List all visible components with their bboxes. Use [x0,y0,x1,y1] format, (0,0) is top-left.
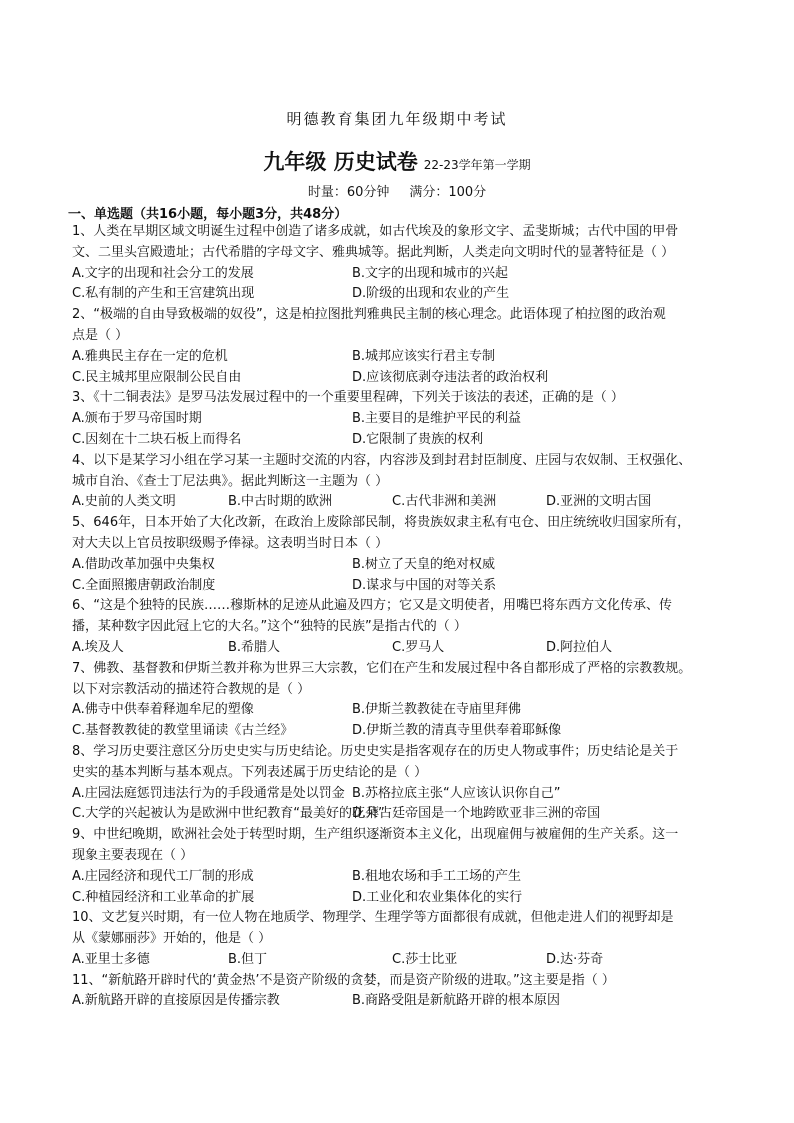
question-text-line: 对大夫以上官员按职级赐予俸禄。这表明当时日本（ ） [72,535,389,551]
exam-title: 九年级 历史试卷 [263,149,418,174]
question-text-line: 10、文艺复兴时期，有一位人物在地质学、物理学、生理学等方面都很有成就，但他走进人们的视野却是 [72,910,674,926]
school-title: 明德教育集团九年级期中考试 [286,110,508,128]
question-text-line: 3、《十二铜表法》是罗马法发展过程中的一个重要里程碑，下列关于该法的表述，正确的是（ ） [72,390,624,406]
question-text-line: 9、中世纪晚期，欧洲社会处于转型时期，生产组织逐渐资本主义化，出现雇佣与被雇佣的生产关系。这一 [72,827,679,843]
question-text-line: 1、人类在早期区域文明诞生过程中创造了诸多成就，如古代埃及的象形文字、孟斐斯城；古代中国的甲骨 [72,224,679,239]
answer-option: D.亚洲的文明古国 [546,494,652,510]
option-row [72,784,728,805]
answer-option: D.阿拉伯人 [546,639,613,655]
option-row [72,804,728,825]
answer-option: D.伊斯兰教的清真寺里供奉着耶稣像 [352,723,562,739]
exam-score: 满分：100分 [409,185,487,200]
section-heading: 一、单选题（共16小题，每小题3分，共48分） [68,207,348,222]
option-row [72,368,728,389]
answer-option: A.文字的出现和社会分工的发展 [72,265,254,281]
exam-time: 时量：60分钟 [307,185,390,200]
answer-option: B.树立了天皇的绝对权威 [352,556,496,572]
answer-option: B.商路受阻是新航路开辟的根本原因 [352,993,561,1009]
answer-option: A.佛寺中供奉着释迦牟尼的塑像 [72,702,254,718]
answer-option: B.苏格拉底主张“人应该认识你自己” [352,785,561,801]
answer-option: C.种植园经济和工业革命的扩展 [72,889,255,905]
answer-option: C.民主城邦里应限制公民自由 [72,369,242,385]
question-text-line: 文、二里头宫殿遗址；古代希腊的字母文字、雅典城等。据此判断，人类走向文明时代的显著特征是（ ） [72,244,675,260]
question-text-line: 2、“极端的自由导致极端的奴役”，这是柏拉图批判雅典民主制的核心理念。此语体现了柏拉图的政治观 [72,307,666,323]
question-8 [72,742,728,825]
question-text-line: 6、“这是个独特的民族……穆斯林的足迹从此遍及四方；它又是文明使者，用嘴巴将东西方文化传承、传 [72,598,673,614]
question-3 [72,388,728,450]
question-2 [72,305,728,388]
question-text-line: 7、佛教、基督教和伊斯兰教并称为世界三大宗教，它们在产生和发展过程中各自都形成了严格的宗教教规。 [72,660,692,676]
question-text-line: 现象主要表现在（ ） [72,847,194,863]
option-row [72,576,728,597]
answer-option: B.文字的出现和城市的兴起 [352,265,509,281]
option-row [72,721,728,742]
option-row [72,347,728,368]
answer-option: C.大学的兴起被认为是欧洲中世纪教育“最美好的花朵” [72,806,385,822]
exam-term: 22-23学年第一学期 [423,158,531,172]
question-list [72,222,728,1012]
answer-option: B.城邦应该实行君主专制 [352,348,496,364]
option-row [72,430,728,451]
answer-option: B.但丁 [228,951,268,967]
answer-option: A.借助改革加强中央集权 [72,556,215,572]
question-text-line: 以下对宗教活动的描述符合教规的是（ ） [72,681,311,697]
option-row [72,700,728,721]
option-row [72,555,728,576]
question-10 [72,908,728,970]
answer-option: C.古代非洲和美洲 [392,494,497,510]
answer-option: A.新航路开辟的直接原因是传播宗教 [72,993,280,1009]
answer-option: A.埃及人 [72,639,124,655]
question-9 [72,825,728,908]
answer-option: D.拜占廷帝国是一个地跨欧亚非三洲的帝国 [352,806,601,822]
option-row [72,409,728,430]
answer-option: A.史前的人类文明 [72,494,176,510]
question-7 [72,659,728,742]
answer-option: A.雅典民主存在一定的危机 [72,348,228,364]
question-5 [72,513,728,596]
answer-option: B.租地农场和手工工场的产生 [352,868,522,884]
option-row [72,264,728,285]
answer-option: C.私有制的产生和王宫建筑出现 [72,286,255,302]
answer-option: B.主要目的是维护平民的利益 [352,411,522,427]
answer-option: D.应该彻底剥夺违法者的政治权利 [352,369,549,385]
question-text-line: 从《蒙娜丽莎》开始的，他是（ ） [72,931,272,947]
option-row [72,492,728,513]
answer-option: C.基督教教徒的教堂里诵读《古兰经》 [72,723,294,739]
answer-option: C.因刻在十二块石板上而得名 [72,431,242,447]
answer-option: A.颁布于罗马帝国时期 [72,411,202,427]
question-text-line: 点是（ ） [72,327,129,343]
question-11 [72,971,728,1013]
exam-title-row [0,146,794,176]
exam-meta [0,181,794,200]
answer-option: B.希腊人 [228,639,281,655]
answer-option: B.中古时期的欧洲 [228,494,333,510]
option-row [72,991,728,1012]
answer-option: B.伊斯兰教教徒在寺庙里拜佛 [352,702,522,718]
option-row [72,950,728,971]
answer-option: A.庄园法庭惩罚违法行为的手段通常是处以罚金 [72,785,345,801]
question-text-line: 5、646年，日本开始了大化改新，在政治上废除部民制，将贵族奴隶主私有屯仓、田庄统统收归国家所有， [72,515,691,531]
answer-option: C.罗马人 [392,639,445,655]
question-text-line: 播，某种数字因此冠上它的大名。”这个“独特的民族”是指古代的（ ） [72,619,467,635]
answer-option: C.莎士比亚 [392,951,458,967]
option-row [72,867,728,888]
question-text-line: 4、以下是某学习小组在学习某一主题时交流的内容，内容涉及到封君封臣制度、庄园与农奴制、王权强化、 [72,452,692,468]
answer-option: D.阶级的出现和农业的产生 [352,286,510,302]
answer-option: D.工业化和农业集体化的实行 [352,889,523,905]
question-text-line: 11、“新航路开辟时代的‘黄金热’不是资产阶级的贪婪，而是资产阶级的进取。”这主要是指（ ） [72,972,615,988]
question-text-line: 城市自治、《查士丁尼法典》。据此判断这一主题为（ ） [72,473,389,489]
question-text-line: 8、学习历史要注意区分历史史实与历史结论。历史史实是指客观存在的历史人物或事件；历史结论是关于 [72,743,679,759]
question-text-line: 史实的基本判断与基本观点。下列表述属于历史结论的是（ ） [72,764,428,780]
answer-option: D.谋求与中国的对等关系 [352,577,497,593]
answer-option: A.亚里士多德 [72,951,150,967]
question-1 [72,222,728,305]
answer-option: A.庄园经济和现代工厂制的形成 [72,868,254,884]
answer-option: D.它限制了贵族的权利 [352,431,484,447]
option-row [72,284,728,305]
option-row [72,638,728,659]
answer-option: D.达·芬奇 [546,951,604,967]
question-6 [72,596,728,658]
answer-option: C.全面照搬唐朝政治制度 [72,577,216,593]
option-row [72,888,728,909]
question-4 [72,451,728,513]
